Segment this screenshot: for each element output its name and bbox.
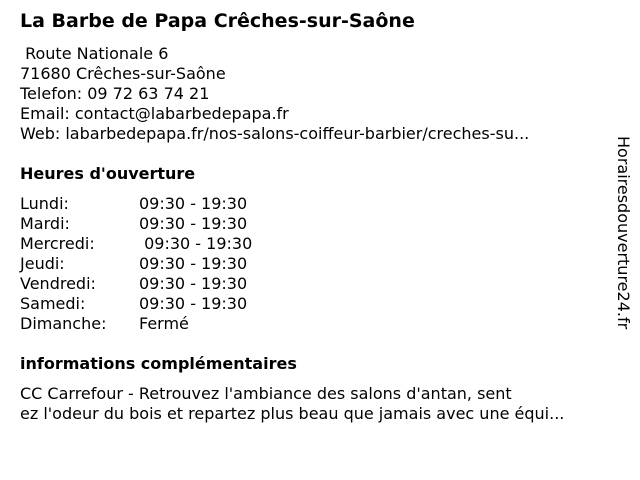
contact-block <box>20 44 529 144</box>
hours-value: 09:30 - 19:30 <box>139 194 248 213</box>
hours-row-saturday <box>20 294 280 314</box>
hours-row-sunday <box>20 314 280 334</box>
hours-row-friday <box>20 274 280 294</box>
hours-value: 09:30 - 19:30 <box>139 214 248 233</box>
email-line[interactable]: Email: contact@labarbedepapa.fr <box>20 104 289 123</box>
info-line-1: CC Carrefour - Retrouvez l'ambiance des salons d'antan, sent <box>20 384 512 403</box>
opening-hours-table <box>20 194 280 334</box>
web-line[interactable]: Web: labarbedepapa.fr/nos-salons-coiffeur-barbier/creches-su... <box>20 124 530 143</box>
additional-info-text <box>20 384 564 424</box>
info-line-2: ez l'odeur du bois et repartez plus beau que jamais avec une équi... <box>20 404 565 423</box>
hours-value: 09:30 - 19:30 <box>139 294 248 313</box>
hours-value: Fermé <box>139 314 189 333</box>
additional-info-heading: informations complémentaires <box>20 354 297 373</box>
hours-value: 09:30 - 19:30 <box>139 234 253 253</box>
day-label: Jeudi: <box>20 254 65 273</box>
opening-hours-heading: Heures d'ouverture <box>20 164 196 183</box>
day-label: Vendredi: <box>20 274 96 293</box>
hours-row-thursday <box>20 254 280 274</box>
business-name-title: La Barbe de Papa Crêches-sur-Saône <box>20 10 415 32</box>
city-line: 71680 Crêches-sur-Saône <box>20 64 226 83</box>
site-watermark: Horairesdouverture24.fr <box>614 136 633 330</box>
day-label: Mercredi: <box>20 234 95 253</box>
day-label: Samedi: <box>20 294 86 313</box>
hours-row-tuesday <box>20 214 280 234</box>
hours-row-monday <box>20 194 280 214</box>
day-label: Dimanche: <box>20 314 107 333</box>
hours-row-wednesday <box>20 234 280 254</box>
address-line: Route Nationale 6 <box>20 44 169 63</box>
hours-value: 09:30 - 19:30 <box>139 254 248 273</box>
phone-line[interactable]: Telefon: 09 72 63 74 21 <box>20 84 210 103</box>
day-label: Mardi: <box>20 214 70 233</box>
day-label: Lundi: <box>20 194 69 213</box>
hours-value: 09:30 - 19:30 <box>139 274 248 293</box>
